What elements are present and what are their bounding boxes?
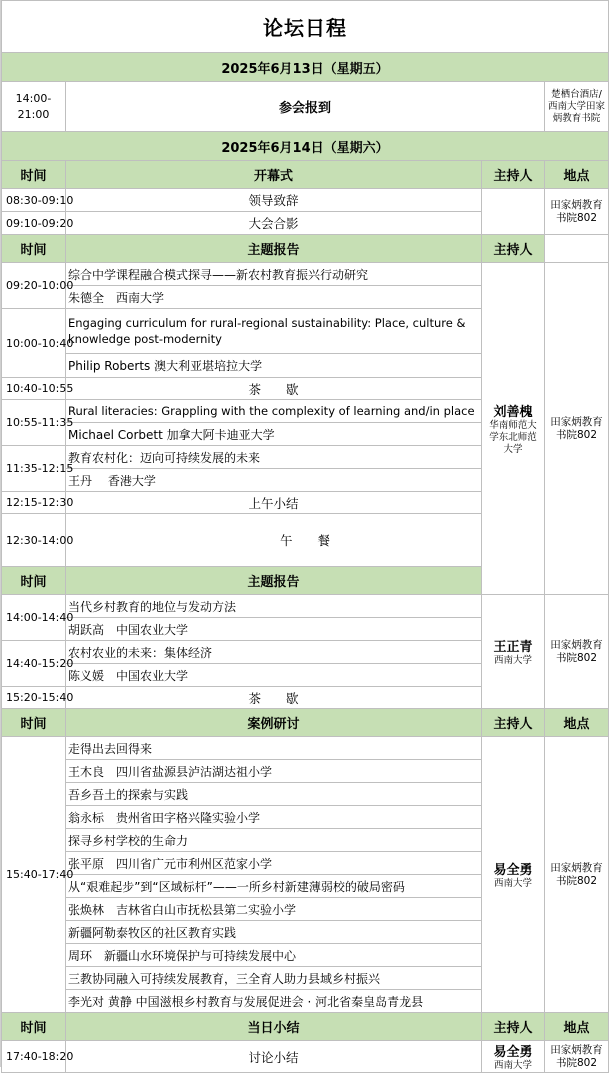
cases-host-name: 易全勇 — [493, 863, 533, 878]
cases-location: 田家炳教育书院802 — [545, 737, 609, 1013]
case-line-2: 王木良 四川省盐源县泸沽湖达祖小学 — [66, 760, 482, 783]
case-line-3: 吾乡吾土的探索与实践 — [66, 783, 482, 806]
keynote2-host — [482, 595, 545, 709]
header-host: 主持人 — [482, 709, 545, 737]
keynote1-break-1: 茶 歇 — [66, 378, 482, 400]
page-title: 论坛日程 — [2, 1, 609, 53]
opening-time-2: 09:10-09:20 — [2, 212, 66, 235]
header-time: 时间 — [2, 235, 66, 263]
header-location-empty — [545, 235, 609, 263]
lunch-time: 12:30-14:00 — [2, 514, 66, 567]
keynote1-title-2: Engaging curriculum for rural-regional sustainability: Place, culture & knowledge post-modernity — [66, 309, 482, 354]
cases-host-org: 西南大学 — [493, 878, 532, 889]
cases-host — [482, 737, 545, 1013]
keynote2-time-3: 15:20-15:40 — [2, 687, 66, 709]
keynote1-title-5: 教育农村化：迈向可持续发展的未来 — [66, 446, 482, 469]
day1-time — [2, 82, 66, 132]
keynote1-time-6: 12:15-12:30 — [2, 492, 66, 514]
keynote1-speaker-4: Michael Corbett 加拿大阿卡迪亚大学 — [66, 423, 482, 446]
keynote1-speaker-1: 朱德全 西南大学 — [66, 286, 482, 309]
keynote2-time-2: 14:40-15:20 — [2, 641, 66, 687]
keynote2-time-1: 14:00-14:40 — [2, 595, 66, 641]
header-case: 案例研讨 — [66, 709, 482, 737]
header-host: 主持人 — [482, 1013, 545, 1041]
keynote2-speaker-1: 胡跃高 中国农业大学 — [66, 618, 482, 641]
header-keynote: 主题报告 — [66, 235, 482, 263]
keynote2-location: 田家炳教育书院802 — [545, 595, 609, 709]
keynote1-time-5: 11:35-12:15 — [2, 446, 66, 492]
header-time: 时间 — [2, 567, 66, 595]
day1-date: 2025年6月13日（星期五） — [2, 53, 609, 82]
keynote1-host-org: 华南师范大学东北师范大学 — [489, 420, 537, 455]
day1-event: 参会报到 — [66, 82, 545, 132]
keynote1-time-2: 10:00-10:40 — [2, 309, 66, 378]
day1-time-end: 21:00 — [17, 107, 50, 121]
keynote1-title-4: Rural literacies: Grappling with the complexity of learning and/in place — [66, 400, 482, 423]
opening-host — [482, 189, 545, 235]
summary-location: 田家炳教育书院802 — [545, 1041, 609, 1073]
keynote2-title-2: 农村农业的未来：集体经济 — [66, 641, 482, 664]
keynote1-time-4: 10:55-11:35 — [2, 400, 66, 446]
case-line-10: 周环 新疆山水环境保护与可持续发展中心 — [66, 944, 482, 967]
case-line-7: 从“艰难起步”到“区域标杆”——一所乡村新建薄弱校的破局密码 — [66, 875, 482, 898]
keynote1-speaker-5: 王丹 香港大学 — [66, 469, 482, 492]
day1-time-start: 14:00- — [15, 91, 52, 105]
header-location: 地点 — [545, 161, 609, 189]
header-location: 地点 — [545, 1013, 609, 1041]
keynote1-speaker-2: Philip Roberts 澳大利亚堪培拉大学 — [66, 354, 482, 378]
cases-time: 15:40-17:40 — [2, 737, 66, 1013]
case-line-12: 李光对 黄静 中国滋根乡村教育与发展促进会 · 河北省秦皇岛青龙县 — [66, 990, 482, 1013]
keynote2-title-1: 当代乡村教育的地位与发动方法 — [66, 595, 482, 618]
keynote1-time-1: 09:20-10:00 — [2, 263, 66, 309]
opening-time-1: 08:30-09:10 — [2, 189, 66, 212]
header-time: 时间 — [2, 1013, 66, 1041]
case-line-6: 张平原 四川省广元市利州区范家小学 — [66, 852, 482, 875]
case-line-1: 走得出去回得来 — [66, 737, 482, 760]
case-line-9: 新疆阿勒泰牧区的社区教育实践 — [66, 921, 482, 944]
day2-date: 2025年6月14日（星期六） — [2, 132, 609, 161]
keynote2-host-name: 王正青 — [493, 640, 533, 655]
header-time: 时间 — [2, 709, 66, 737]
case-line-11: 三教协同融入可持续发展教育，三全育人助力县域乡村振兴 — [66, 967, 482, 990]
summary-item: 讨论小结 — [66, 1041, 482, 1073]
summary-time: 17:40-18:20 — [2, 1041, 66, 1073]
schedule-table — [1, 0, 609, 1073]
case-line-4: 翁永标 贵州省田字格兴隆实验小学 — [66, 806, 482, 829]
keynote2-speaker-2: 陈义媛 中国农业大学 — [66, 664, 482, 687]
header-opening: 开幕式 — [66, 161, 482, 189]
case-line-8: 张焕林 吉林省白山市抚松县第二实验小学 — [66, 898, 482, 921]
opening-location: 田家炳教育书院802 — [545, 189, 609, 235]
keynote2-break: 茶 歇 — [66, 687, 482, 709]
summary-host-name: 易全勇 — [493, 1045, 533, 1060]
keynote2-host-org: 西南大学 — [493, 655, 532, 666]
keynote1-location: 田家炳教育书院802 — [545, 263, 609, 595]
summary-host — [482, 1041, 545, 1073]
summary-host-org: 西南大学 — [493, 1060, 532, 1071]
header-host: 主持人 — [482, 235, 545, 263]
keynote1-break-2: 上午小结 — [66, 492, 482, 514]
day1-location: 楚栖台酒店/西南大学田家炳教育书院 — [545, 82, 609, 132]
header-summary: 当日小结 — [66, 1013, 482, 1041]
lunch-item: 午 餐 — [66, 514, 545, 567]
keynote1-host-name: 刘善槐 — [493, 405, 533, 420]
keynote1-time-3: 10:40-10:55 — [2, 378, 66, 400]
case-line-5: 探寻乡村学校的生命力 — [66, 829, 482, 852]
header-keynote-2: 主题报告 — [66, 567, 482, 595]
opening-item-1: 领导致辞 — [66, 189, 482, 212]
header-host: 主持人 — [482, 161, 545, 189]
header-location: 地点 — [545, 709, 609, 737]
keynote1-title-1: 综合中学课程融合模式探寻——新农村教育振兴行动研究 — [66, 263, 482, 286]
header-time: 时间 — [2, 161, 66, 189]
opening-item-2: 大会合影 — [66, 212, 482, 235]
